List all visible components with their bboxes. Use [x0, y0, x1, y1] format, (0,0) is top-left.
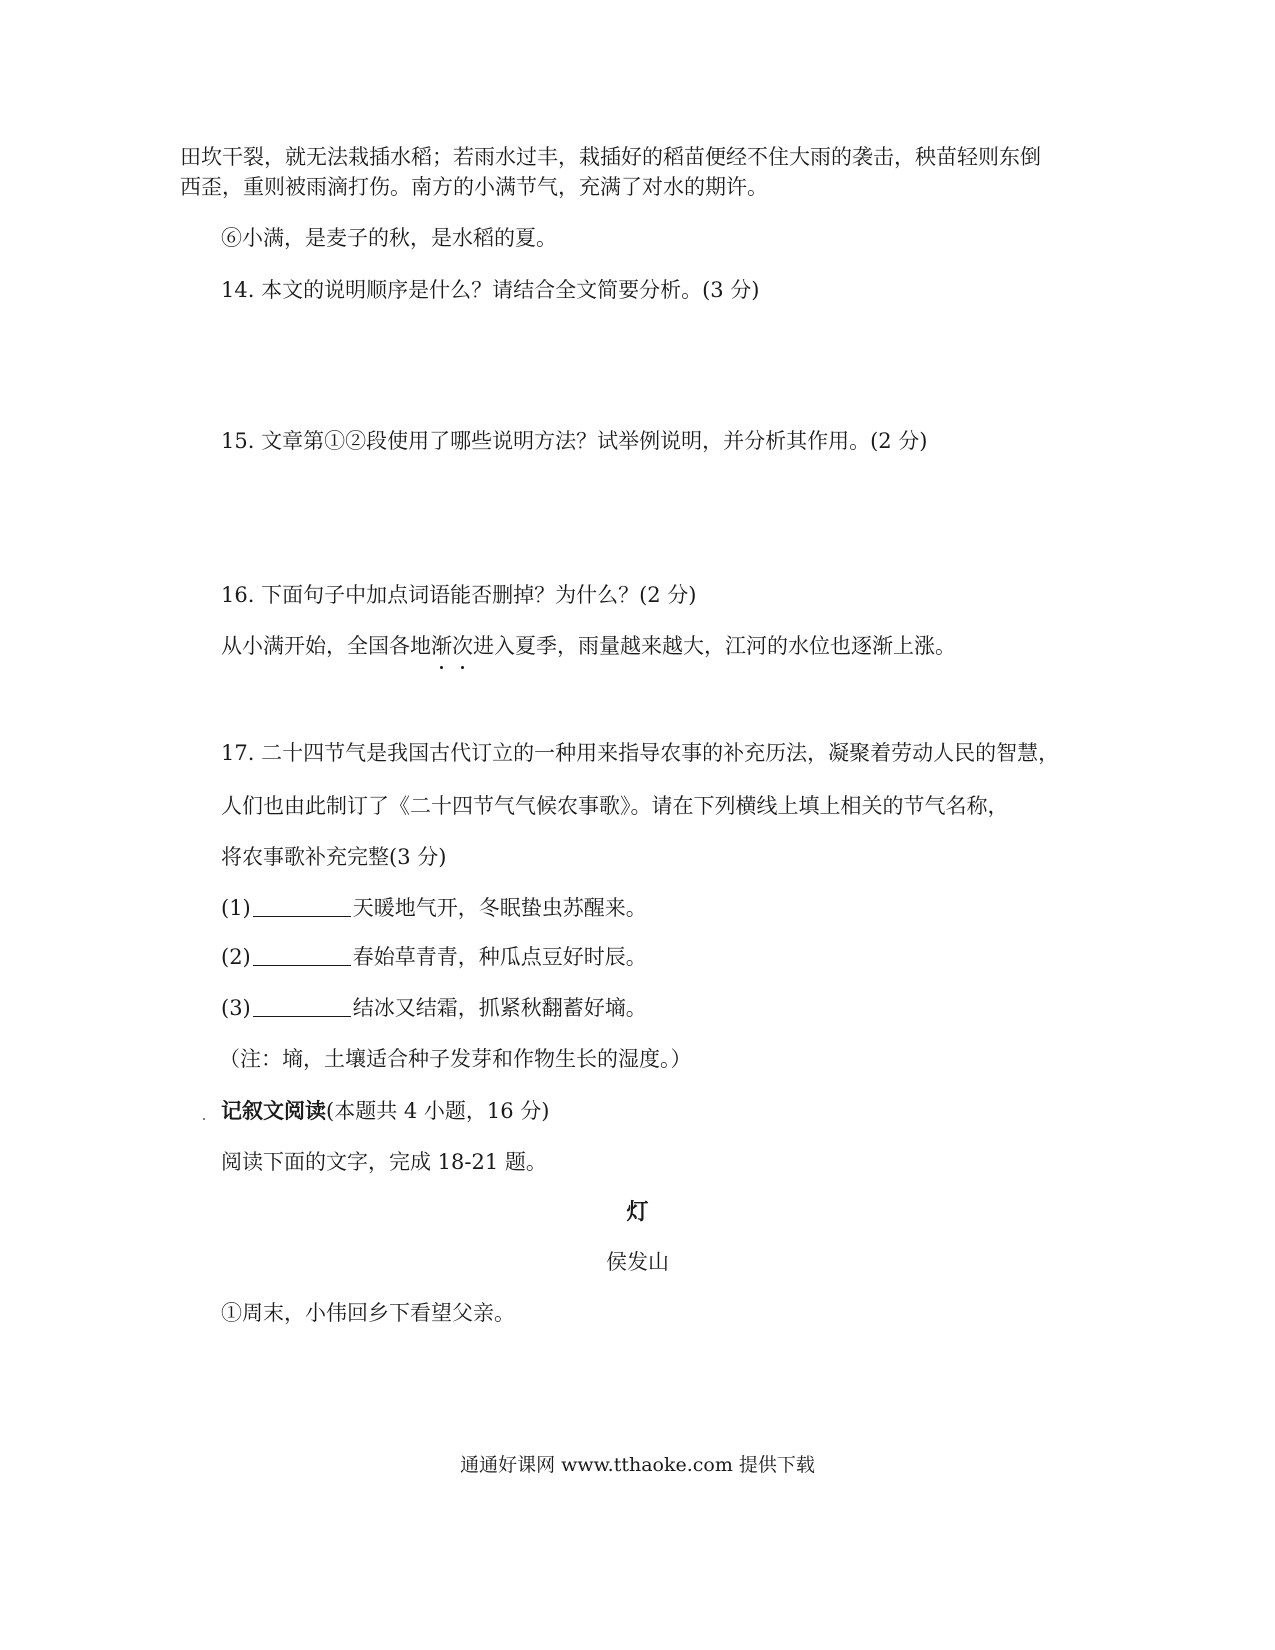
item-number: (1)	[221, 896, 251, 920]
item-number: (2)	[221, 945, 251, 969]
question-17-item-3	[221, 993, 647, 1023]
item-text: 天暖地气开，冬眠蛰虫苏醒来。	[352, 896, 647, 920]
fill-in-blank[interactable]	[253, 945, 351, 966]
passage-line-1: 田坎干裂，就无法栽插水稻；若雨水过丰，栽插好的稻苗便经不住大雨的袭击，秧苗轻则东倒	[180, 145, 1041, 169]
sentence-before: 从小满开始，全国各地	[221, 634, 431, 658]
item-text: 结冰又结霜，抓紧秋翻蓄好墒。	[352, 996, 647, 1020]
section-instruction: 阅读下面的文字，完成 18-21 题。	[221, 1150, 547, 1174]
question-17-line-3: 将农事歌补充完整(3 分)	[221, 845, 447, 869]
question-17-note: （注：墒，土壤适合种子发芽和作物生长的湿度。）	[219, 1047, 692, 1071]
question-15: 15. 文章第①②段使用了哪些说明方法？试举例说明，并分析其作用。(2 分)	[221, 429, 928, 453]
passage-paragraph-6: ⑥小满，是麦子的秋，是水稻的夏。	[221, 226, 557, 250]
question-14: 14. 本文的说明顺序是什么？请结合全文简要分析。(3 分)	[221, 278, 760, 302]
passage-line-2: 西歪，重则被雨滴打伤。南方的小满节气，充满了对水的期许。	[180, 175, 768, 199]
question-17-line-2: 人们也由此制订了《二十四节气气候农事歌》。请在下列横线上填上相关的节气名称，	[221, 794, 1009, 818]
story-author: 侯发山	[606, 1250, 669, 1274]
section-heading	[221, 1096, 550, 1126]
question-17-item-2	[221, 942, 647, 972]
question-16-sentence	[221, 631, 956, 661]
sentence-after: 进入夏季，雨量越来越大，江河的水位也逐渐上涨。	[473, 634, 956, 658]
question-16: 16. 下面句子中加点词语能否删掉？为什么？(2 分)	[221, 583, 697, 607]
section-heading-rest: (本题共 4 小题，16 分)	[326, 1099, 550, 1123]
item-number: (3)	[221, 996, 251, 1020]
emphasized-char-2: 次	[452, 631, 473, 661]
question-17-item-1	[221, 893, 647, 923]
stray-mark	[203, 1118, 205, 1120]
footer-text: 通通好课网 www.tthaoke.com 提供下载	[460, 1454, 815, 1476]
story-title: 灯	[626, 1199, 649, 1225]
fill-in-blank[interactable]	[253, 996, 351, 1017]
item-text: 春始草青青，种瓜点豆好时辰。	[352, 945, 647, 969]
section-heading-bold: 记叙文阅读	[221, 1098, 326, 1123]
question-17-line-1: 17. 二十四节气是我国古代订立的一种用来指导农事的补充历法，凝聚着劳动人民的智慧，	[221, 741, 1060, 765]
emphasized-char-1: 渐	[431, 631, 452, 661]
fill-in-blank[interactable]	[253, 896, 351, 917]
story-paragraph-1: ①周末，小伟回乡下看望父亲。	[221, 1301, 515, 1325]
